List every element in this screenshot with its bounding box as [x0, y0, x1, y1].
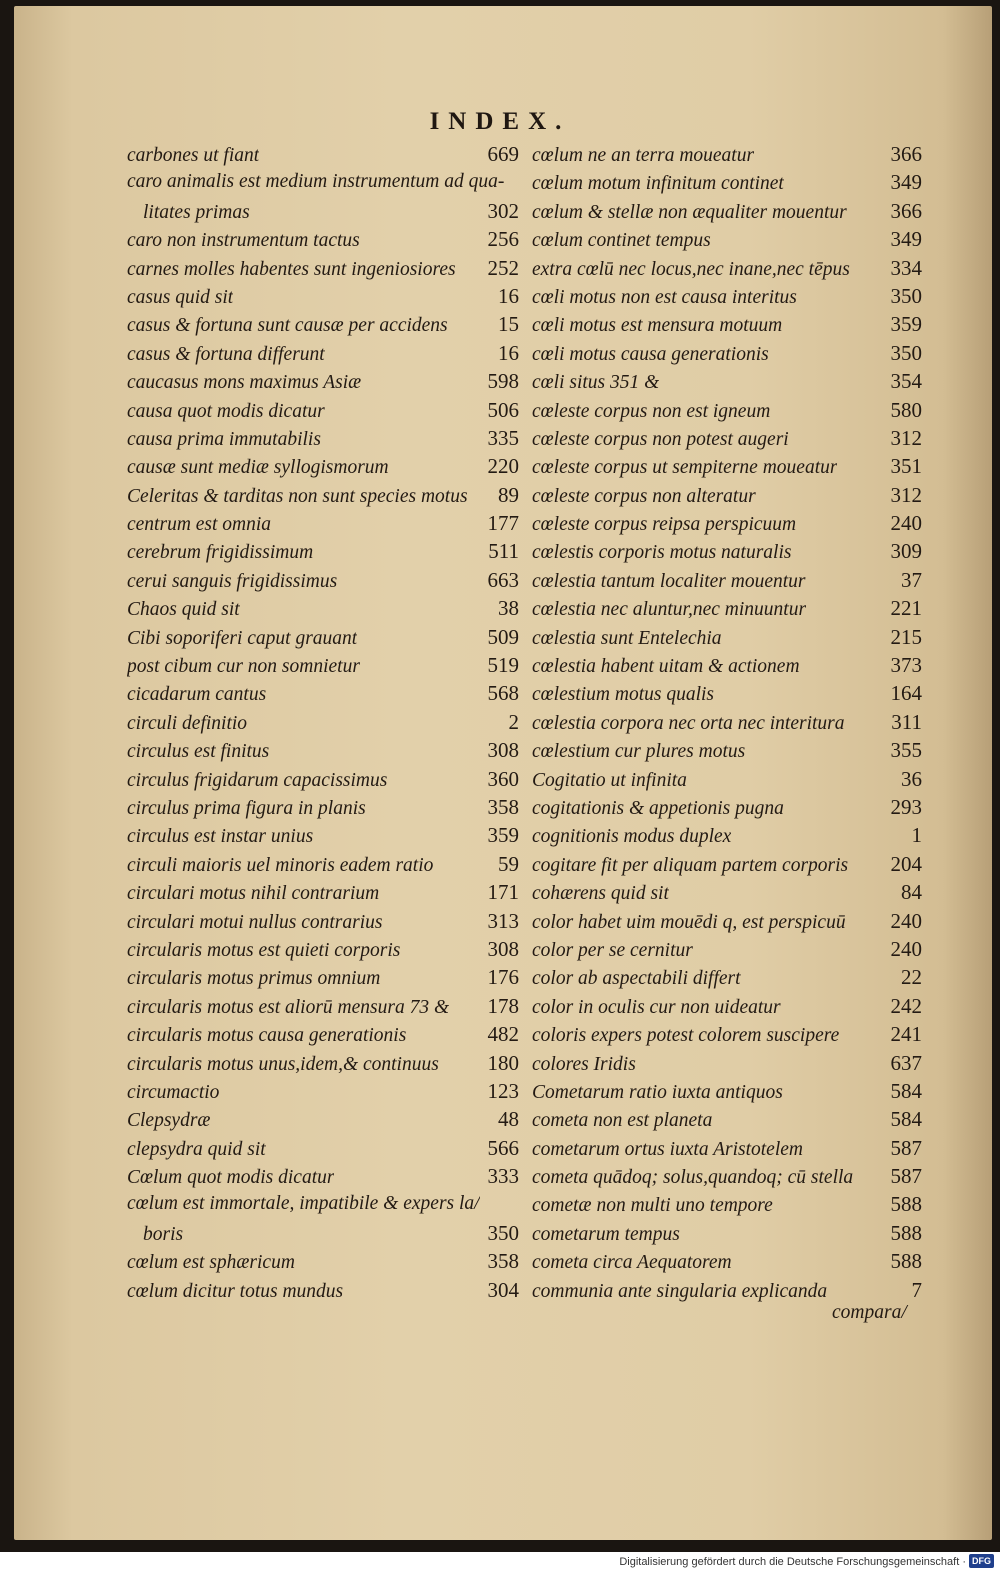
- index-entry: [127, 367, 519, 395]
- index-entry-text: circulus frigidarum capacissimus: [127, 769, 388, 791]
- index-entry-page: 36: [901, 766, 922, 791]
- index-entry: [532, 623, 922, 651]
- index-entry: [532, 935, 922, 963]
- index-entry-text: cogitare fit per aliquam partem corporis: [532, 854, 849, 876]
- index-entry-text: cœlestia sunt Entelechia: [532, 627, 722, 649]
- index-entry-page: 177: [487, 511, 519, 536]
- index-entry-page: 351: [890, 454, 922, 479]
- index-entry-page: 312: [890, 425, 922, 450]
- index-entry-page: 302: [487, 198, 519, 223]
- index-entry: [127, 821, 519, 849]
- index-entry-page: 511: [488, 539, 519, 564]
- index-entry-page: 2: [508, 709, 519, 734]
- index-entry-text: Cibi soporiferi caput grauant: [127, 627, 358, 649]
- index-entry-text: coloris expers potest colorem suscipere: [532, 1025, 840, 1047]
- index-entry: [127, 537, 519, 565]
- index-entry: [127, 1105, 519, 1133]
- index-entry-page: 312: [890, 482, 922, 507]
- index-entry: [127, 679, 519, 707]
- index-entry-text: circuli maioris uel minoris eadem ratio: [127, 854, 434, 876]
- index-entry-text: cœlum est sphæricum: [127, 1252, 295, 1274]
- index-entry-page: 38: [498, 596, 519, 621]
- index-entry: [127, 1134, 519, 1162]
- index-entry-page: 637: [890, 1050, 922, 1075]
- index-entry-text: color in oculis cur non uideatur: [532, 996, 781, 1018]
- index-entry-text: cerebrum frigidissimum: [127, 542, 314, 564]
- index-entry-page: 359: [890, 312, 922, 337]
- index-entry-text: Cœlum quot modis dicatur: [127, 1167, 335, 1189]
- index-entry-page: 204: [890, 851, 922, 876]
- index-entry-page: 84: [901, 880, 922, 905]
- index-entry: [127, 878, 519, 906]
- index-entry-text: cœleste corpus non alteratur: [532, 485, 756, 507]
- index-entry-text: communia ante singularia explicanda: [532, 1280, 828, 1302]
- index-entry: [127, 509, 519, 537]
- index-entry-text: cœlestis corporis motus naturalis: [532, 542, 792, 564]
- index-entry-text: cicadarum cantus: [127, 684, 267, 706]
- index-entry-page: 241: [890, 1022, 922, 1047]
- index-entry-text: color habet uim mouēdi q, est perspicuū: [532, 911, 846, 933]
- index-entry: [127, 168, 519, 196]
- index-entry: [127, 1247, 519, 1275]
- index-entry-page: 335: [487, 425, 519, 450]
- index-entry-page: 16: [498, 340, 519, 365]
- index-entry-page: 256: [487, 227, 519, 252]
- index-entry-page: 509: [487, 624, 519, 649]
- index-entry-text: Cometarum ratio iuxta antiquos: [532, 1081, 783, 1103]
- index-entry-text: cœlum continet tempus: [532, 230, 711, 252]
- index-entry-text: color ab aspectabili differt: [532, 968, 741, 990]
- index-entry: [532, 254, 922, 282]
- index-entry: [127, 481, 519, 509]
- catchword: compara/: [832, 1302, 907, 1323]
- index-entry: [127, 1190, 519, 1218]
- index-entry-text: clepsydra quid sit: [127, 1138, 266, 1160]
- index-entry-page: 519: [487, 653, 519, 678]
- index-entry-page: 358: [487, 1249, 519, 1274]
- index-entry-page: 1: [911, 823, 922, 848]
- index-entry-page: 304: [487, 1277, 519, 1302]
- index-entry-text: cœlestia nec aluntur,nec minuuntur: [532, 599, 807, 621]
- index-entry-text: Cogitatio ut infinita: [532, 769, 687, 791]
- index-entry-page: 89: [498, 482, 519, 507]
- index-entry: [127, 1276, 519, 1304]
- index-entry-text: extra cœlū nec locus,nec inane,nec tēpus: [532, 258, 850, 280]
- index-entry: [532, 793, 922, 821]
- index-entry: [127, 310, 519, 338]
- index-entry: [532, 765, 922, 793]
- index-entry: [532, 481, 922, 509]
- index-entry-text: circularis motus est quieti corporis: [127, 939, 401, 961]
- index-entry: [532, 1020, 922, 1048]
- footer-text: Digitalisierung gefördert durch die Deutsche Forschungsgemeinschaft ·: [619, 1556, 966, 1568]
- index-entry-text: cometa quādoq; solus,quandoq; cū stella: [532, 1167, 854, 1189]
- index-entry-text: causa quot modis dicatur: [127, 400, 325, 422]
- index-entry: [532, 736, 922, 764]
- index-entry: [532, 367, 922, 395]
- index-entry: [532, 339, 922, 367]
- index-entry: [532, 310, 922, 338]
- index-entry: [532, 679, 922, 707]
- index-column-right: [532, 140, 922, 1304]
- index-entry-text: casus & fortuna differunt: [127, 343, 325, 365]
- index-entry: [532, 168, 922, 196]
- index-entry-page: 7: [911, 1277, 922, 1302]
- index-entry: [127, 140, 519, 168]
- index-entry-text: cœlum dicitur totus mundus: [127, 1280, 344, 1302]
- index-entry-page: 180: [487, 1050, 519, 1075]
- index-entry: [532, 651, 922, 679]
- index-entry-text: cometarum tempus: [532, 1223, 680, 1245]
- index-entry-page: 334: [890, 255, 922, 280]
- index-entry: [127, 1020, 519, 1048]
- index-entry: [532, 1219, 922, 1247]
- index-entry-text: cometarum ortus iuxta Aristotelem: [532, 1138, 803, 1160]
- index-entry: [532, 509, 922, 537]
- index-entry-text: Chaos quid sit: [127, 599, 240, 621]
- index-entry-text: caro non instrumentum tactus: [127, 230, 360, 252]
- index-entry-text: cometa circa Aequatorem: [532, 1252, 732, 1274]
- index-entry-page: 309: [890, 539, 922, 564]
- index-entry: [127, 396, 519, 424]
- index-entry-page: 669: [487, 142, 519, 166]
- index-entry: [532, 594, 922, 622]
- index-entry-text: cœli motus causa generationis: [532, 343, 769, 365]
- index-entry-text: circulus est finitus: [127, 741, 270, 763]
- index-entry: [127, 765, 519, 793]
- index-entry: [127, 736, 519, 764]
- index-entry: [532, 225, 922, 253]
- dfg-logo: DFG: [969, 1554, 994, 1568]
- index-entry-text: caucasus mons maximus Asiæ: [127, 372, 362, 394]
- index-entry: [532, 282, 922, 310]
- index-entry-page: 176: [487, 965, 519, 990]
- index-entry-page: 373: [890, 653, 922, 678]
- index-entry: [127, 850, 519, 878]
- index-entry: [532, 850, 922, 878]
- index-entry-page: 663: [487, 567, 519, 592]
- index-entry-text: boris: [143, 1223, 184, 1245]
- index-entry-page: 587: [890, 1164, 922, 1189]
- index-entry-page: 164: [890, 681, 922, 706]
- index-entry-text: circulus prima figura in planis: [127, 797, 366, 819]
- index-entry-page: 252: [487, 255, 519, 280]
- index-entry-page: 308: [487, 738, 519, 763]
- index-entry: [127, 282, 519, 310]
- index-entry-page: 355: [890, 738, 922, 763]
- index-entry: [532, 537, 922, 565]
- index-entry: [127, 1219, 519, 1247]
- index-entry: [532, 1162, 922, 1190]
- index-entry-page: 568: [487, 681, 519, 706]
- index-entry: [532, 1247, 922, 1275]
- index-entry-text: cometæ non multi uno tempore: [532, 1195, 773, 1217]
- index-entry-page: 313: [487, 908, 519, 933]
- index-entry-text: circulari motus nihil contrarium: [127, 883, 380, 905]
- index-entry: [127, 566, 519, 594]
- index-entry-page: 588: [890, 1249, 922, 1274]
- index-entry-text: color per se cernitur: [532, 939, 693, 961]
- index-entry: [532, 821, 922, 849]
- index-entry: [127, 963, 519, 991]
- index-entry-page: 366: [890, 142, 922, 166]
- index-entry: [532, 197, 922, 225]
- index-entry-text: cœlestia tantum localiter mouentur: [532, 570, 806, 592]
- index-entry-page: 359: [487, 823, 519, 848]
- index-entry: [532, 878, 922, 906]
- index-entry: [532, 1049, 922, 1077]
- index-entry: [127, 793, 519, 821]
- index-entry-text: caro animalis est medium instrumentum ad qua-: [127, 171, 505, 193]
- index-entry: [127, 623, 519, 651]
- index-entry-page: 59: [498, 851, 519, 876]
- index-entry-page: 48: [498, 1107, 519, 1132]
- index-entry-text: cœli situs 351 &: [532, 372, 660, 394]
- index-entry-text: cognitionis modus duplex: [532, 826, 732, 848]
- index-entry-page: 333: [487, 1164, 519, 1189]
- index-entry-text: cœleste corpus non potest augeri: [532, 428, 789, 450]
- index-entry-page: 580: [890, 397, 922, 422]
- index-entry-text: Clepsydræ: [127, 1110, 211, 1132]
- index-entry-text: cœlum & stellæ non æqualiter mouentur: [532, 201, 847, 223]
- index-entry-text: circulari motui nullus contrarius: [127, 911, 383, 933]
- index-entry-page: 15: [498, 312, 519, 337]
- index-entry-page: 242: [890, 993, 922, 1018]
- index-entry-page: 566: [487, 1135, 519, 1160]
- index-column-left: [127, 140, 519, 1304]
- index-entry-page: 584: [890, 1078, 922, 1103]
- index-entry-text: circularis motus primus omnium: [127, 968, 381, 990]
- index-entry-text: circularis motus unus,idem,& continuus: [127, 1053, 439, 1075]
- index-entry-page: 584: [890, 1107, 922, 1132]
- index-entry: [532, 1077, 922, 1105]
- index-entry-text: circularis motus est aliorū mensura 73 &: [127, 996, 450, 1018]
- index-entry-page: 598: [487, 369, 519, 394]
- index-entry: [127, 452, 519, 480]
- index-entry-page: 293: [890, 794, 922, 819]
- index-entry-page: 178: [487, 993, 519, 1018]
- index-entry: [532, 1190, 922, 1218]
- index-entry: [532, 992, 922, 1020]
- index-entry: [532, 708, 922, 736]
- index-entry-text: circularis motus causa generationis: [127, 1025, 407, 1047]
- index-entry-page: 123: [487, 1078, 519, 1103]
- index-entry: [532, 396, 922, 424]
- index-entry-text: cœli motus non est causa interitus: [532, 286, 797, 308]
- index-entry-text: centrum est omnia: [127, 514, 272, 536]
- index-entry-text: cœlestia habent uitam & actionem: [532, 656, 800, 678]
- index-entry-page: 240: [890, 511, 922, 536]
- index-entry-page: 588: [890, 1192, 922, 1217]
- index-entry-page: 308: [487, 936, 519, 961]
- index-entry: [532, 963, 922, 991]
- index-entry: [127, 225, 519, 253]
- index-entry-text: colores Iridis: [532, 1053, 636, 1075]
- index-entry-text: cœleste corpus ut sempiterne moueatur: [532, 457, 838, 479]
- index-entry: [127, 197, 519, 225]
- index-entry-text: casus & fortuna sunt causæ per accidens: [127, 315, 448, 337]
- index-entry-text: cohærens quid sit: [532, 883, 669, 905]
- index-entry: [532, 566, 922, 594]
- index-entry-text: cœlum est immortale, impatibile & expers la/: [127, 1193, 480, 1215]
- index-entry-page: 482: [487, 1022, 519, 1047]
- index-entry-text: cœleste corpus non est igneum: [532, 400, 771, 422]
- index-entry-text: Celeritas & tarditas non sunt species motus: [127, 485, 468, 507]
- index-entry: [127, 424, 519, 452]
- index-entry: [532, 140, 922, 168]
- index-entry: [127, 992, 519, 1020]
- index-entry-text: cœlestia corpora nec orta nec interitura: [532, 712, 845, 734]
- page-header: INDEX.: [429, 108, 571, 135]
- index-entry: [532, 452, 922, 480]
- index-entry-page: 350: [890, 340, 922, 365]
- index-entry-page: 350: [890, 283, 922, 308]
- index-entry-page: 360: [487, 766, 519, 791]
- index-entry-page: 311: [891, 709, 922, 734]
- index-entry: [532, 424, 922, 452]
- index-entry: [532, 1105, 922, 1133]
- index-entry-page: 588: [890, 1220, 922, 1245]
- index-entry-page: 587: [890, 1135, 922, 1160]
- index-entry-page: 240: [890, 908, 922, 933]
- index-entry-page: 354: [890, 369, 922, 394]
- index-entry-text: circulus est instar unius: [127, 826, 314, 848]
- index-entry-text: carnes molles habentes sunt ingeniosiores: [127, 258, 456, 280]
- index-entry-text: circuli definitio: [127, 712, 248, 734]
- index-entry: [127, 1162, 519, 1190]
- index-entry-page: 240: [890, 936, 922, 961]
- index-entry-page: 349: [890, 227, 922, 252]
- index-entry-text: cogitationis & appetionis pugna: [532, 797, 784, 819]
- index-entry: [127, 708, 519, 736]
- index-entry-text: cœlum ne an terra moueatur: [532, 145, 755, 166]
- index-entry: [532, 1276, 922, 1304]
- index-entry: [127, 651, 519, 679]
- index-entry-page: 349: [890, 170, 922, 195]
- index-entry-page: 16: [498, 283, 519, 308]
- index-entry-page: 171: [487, 880, 519, 905]
- index-entry: [532, 907, 922, 935]
- index-entry: [127, 935, 519, 963]
- index-entry-text: cerui sanguis frigidissimus: [127, 570, 338, 592]
- index-entry: [127, 1049, 519, 1077]
- index-entry-text: cœlestium motus qualis: [532, 684, 715, 706]
- index-entry-text: cœleste corpus reipsa perspicuum: [532, 514, 797, 536]
- index-entry-text: litates primas: [143, 201, 250, 223]
- index-entry-text: cœlestium cur plures motus: [532, 741, 746, 763]
- digitization-footer: [619, 1556, 991, 1568]
- index-entry-text: post cibum cur non somnietur: [127, 656, 360, 678]
- index-entry-page: 506: [487, 397, 519, 422]
- index-entry-page: 215: [890, 624, 922, 649]
- index-entry-text: cœli motus est mensura motuum: [532, 315, 783, 337]
- index-entry-page: 366: [890, 198, 922, 223]
- index-entry: [127, 254, 519, 282]
- index-entry-text: carbones ut fiant: [127, 145, 260, 166]
- index-entry-text: circumactio: [127, 1081, 220, 1103]
- index-entry: [127, 907, 519, 935]
- index-entry-text: causa prima immutabilis: [127, 428, 321, 450]
- index-entry-page: 22: [901, 965, 922, 990]
- index-entry-page: 220: [487, 454, 519, 479]
- index-entry: [532, 1134, 922, 1162]
- index-entry: [127, 594, 519, 622]
- index-entry-text: cœlum motum infinitum continet: [532, 173, 784, 195]
- index-entry-page: 358: [487, 794, 519, 819]
- index-entry-text: causæ sunt mediæ syllogismorum: [127, 457, 389, 479]
- index-entry-page: 37: [901, 567, 922, 592]
- index-entry-text: cometa non est planeta: [532, 1110, 713, 1132]
- index-entry: [127, 1077, 519, 1105]
- index-entry: [127, 339, 519, 367]
- index-entry-text: casus quid sit: [127, 286, 234, 308]
- index-entry-page: 350: [487, 1220, 519, 1245]
- index-entry-page: 221: [890, 596, 922, 621]
